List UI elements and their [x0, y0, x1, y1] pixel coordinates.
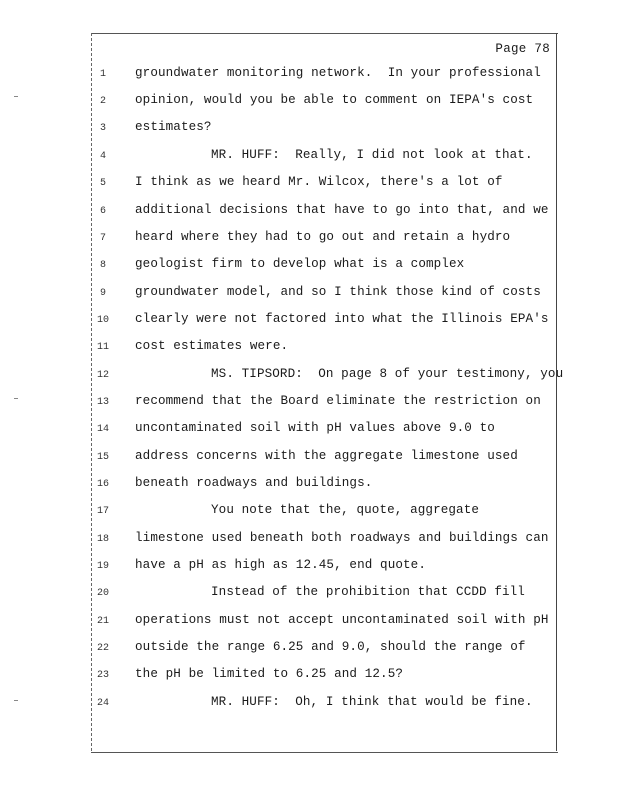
transcript-line	[0, 585, 618, 605]
line-text: the pH be limited to 6.25 and 12.5?	[135, 667, 404, 681]
line-number: 8	[99, 260, 106, 271]
transcript-line	[0, 640, 618, 660]
transcript-line	[0, 203, 618, 223]
line-number: 23	[96, 670, 109, 681]
line-number: 19	[96, 561, 109, 572]
line-number: 20	[96, 588, 109, 599]
line-number: 5	[99, 178, 106, 189]
line-text: groundwater monitoring network. In your professional	[135, 66, 541, 80]
transcript-line	[0, 367, 618, 387]
line-text: limestone used beneath both roadways and buildings can	[135, 531, 549, 545]
transcript-line	[0, 120, 618, 140]
transcript-line	[0, 175, 618, 195]
line-text: beneath roadways and buildings.	[135, 476, 373, 490]
transcript-line	[0, 558, 618, 578]
transcript-line	[0, 339, 618, 359]
line-number: 1	[99, 69, 106, 80]
line-text: groundwater model, and so I think those kind of costs	[135, 285, 541, 299]
transcript-line	[0, 421, 618, 441]
line-number: 9	[99, 288, 106, 299]
transcript-line	[0, 230, 618, 250]
line-number: 13	[96, 397, 109, 408]
line-number: 21	[96, 616, 109, 627]
line-text: additional decisions that have to go into that, and we	[135, 203, 549, 217]
line-number: 24	[96, 698, 109, 709]
line-text: estimates?	[135, 120, 212, 134]
transcript-line	[0, 66, 618, 86]
line-number: 4	[99, 151, 106, 162]
transcript-line	[0, 695, 618, 715]
line-text: Instead of the prohibition that CCDD fill	[211, 585, 525, 599]
line-text: clearly were not factored into what the Illinois EPA's	[135, 312, 549, 326]
line-text: MR. HUFF: Really, I did not look at that.	[211, 148, 533, 162]
line-text: cost estimates were.	[135, 339, 289, 353]
page-number: Page 78	[495, 42, 550, 56]
line-number: 11	[96, 342, 109, 353]
transcript-line	[0, 285, 618, 305]
transcript-line	[0, 613, 618, 633]
line-text: have a pH as high as 12.45, end quote.	[135, 558, 426, 572]
line-number: 2	[99, 96, 106, 107]
line-text: I think as we heard Mr. Wilcox, there's a lot of	[135, 175, 503, 189]
transcript-line	[0, 667, 618, 687]
line-text: uncontaminated soil with pH values above 9.0 to	[135, 421, 495, 435]
line-number: 10	[96, 315, 109, 326]
transcript-line	[0, 531, 618, 551]
transcript-line	[0, 476, 618, 496]
transcript-line	[0, 148, 618, 168]
line-number: 18	[96, 534, 109, 545]
line-text: heard where they had to go out and retain a hydro	[135, 230, 511, 244]
line-text: recommend that the Board eliminate the restriction on	[135, 394, 541, 408]
transcript-line	[0, 394, 618, 414]
line-text: opinion, would you be able to comment on IEPA's cost	[135, 93, 534, 107]
line-number: 12	[96, 370, 109, 381]
transcript-line	[0, 312, 618, 332]
transcript-line	[0, 257, 618, 277]
line-text: outside the range 6.25 and 9.0, should the range of	[135, 640, 526, 654]
line-text: geologist firm to develop what is a complex	[135, 257, 465, 271]
line-text: MR. HUFF: Oh, I think that would be fine.	[211, 695, 533, 709]
transcript-line	[0, 449, 618, 469]
line-number: 16	[96, 479, 109, 490]
line-number: 17	[96, 506, 109, 517]
line-text: MS. TIPSORD: On page 8 of your testimony, you	[211, 367, 564, 381]
line-number: 7	[99, 233, 106, 244]
line-number: 15	[96, 452, 109, 463]
line-number: 22	[96, 643, 109, 654]
line-number: 6	[99, 206, 106, 217]
line-text: address concerns with the aggregate limestone used	[135, 449, 518, 463]
transcript-line	[0, 93, 618, 113]
transcript-line	[0, 503, 618, 523]
line-number: 14	[96, 424, 109, 435]
line-text: You note that the, quote, aggregate	[211, 503, 480, 517]
line-number: 3	[99, 123, 106, 134]
line-text: operations must not accept uncontaminated soil with pH	[135, 613, 549, 627]
